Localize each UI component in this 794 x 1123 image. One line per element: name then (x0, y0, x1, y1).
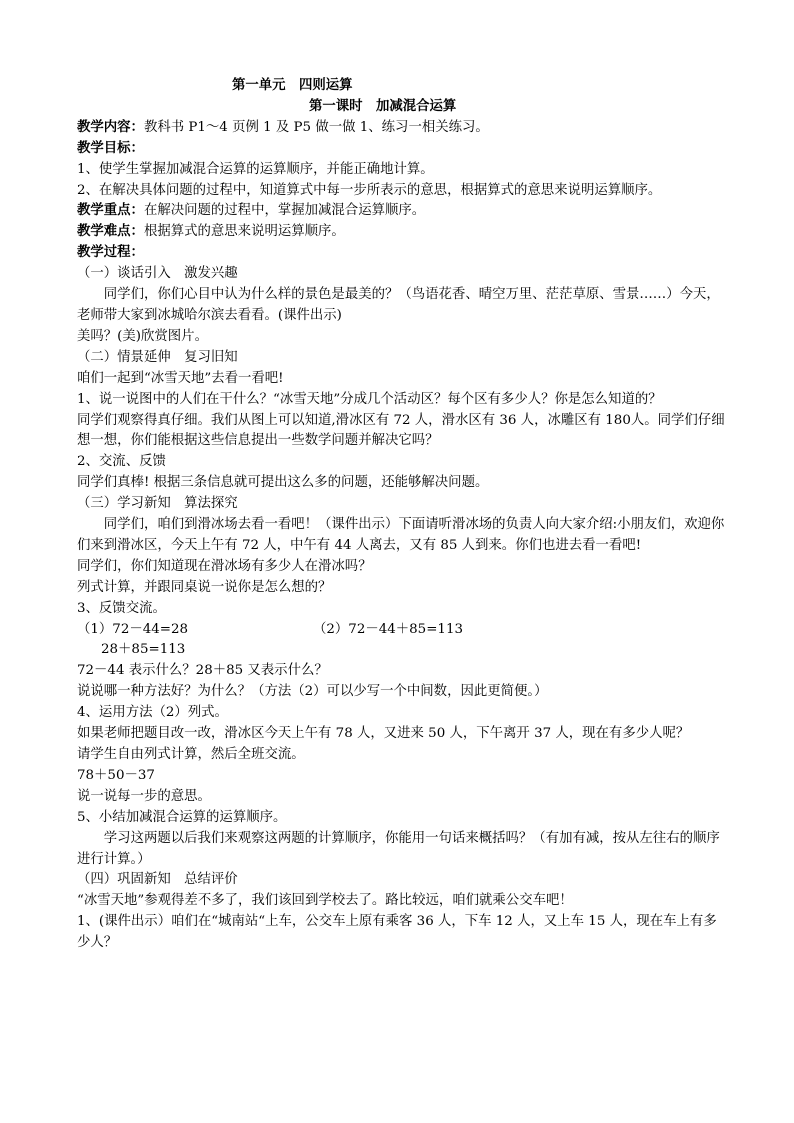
paragraph: 2、交流、反馈 (77, 454, 166, 470)
paragraph: 同学们，咱们到滑冰场去看一看吧！（课件出示）下面请听滑冰场的负责人向大家介绍:小朋友们，欢迎你们来到滑冰区，今天上午有 72 人，中午有 44 人离去，又有 85 人到来。你们也进去看一看吧! (77, 517, 725, 553)
section-heading: （三）学习新知 算法探究 (77, 496, 238, 512)
content-label: 教学内容： (77, 119, 144, 135)
section-heading: （二）情景延伸 复习旧知 (77, 349, 238, 365)
paragraph: 说说哪一种方法好？为什么？（方法（2）可以少写一个中间数，因此更简便。） (77, 684, 548, 700)
teaching-difficulty (77, 222, 727, 243)
math-row (77, 620, 727, 641)
paragraph: “冰雪天地”参观得差不多了，我们该回到学校去了。路比较远，咱们就乘公交车吧！ (77, 893, 573, 909)
paragraph: 学习这两题以后我们来观察这两题的计算顺序，你能用一句话来概括吗？（有加有减，按从左往右的顺序进行计算。） (77, 830, 720, 867)
process-label: 教学过程： (77, 245, 144, 261)
document-page (77, 76, 727, 954)
paragraph: 咱们一起到“冰雪天地”去看一看吧! (77, 370, 284, 386)
teaching-content (77, 118, 727, 139)
math-expression: （2）72－44＋85=113 (313, 621, 463, 637)
paragraph: 4、运用方法（2）列式。 (77, 705, 228, 721)
paragraph: 1、说一说图中的人们在干什么？“冰雪天地”分成几个活动区？每个区有多少人？你是怎么知道的？ (77, 391, 662, 407)
section-heading: （一）谈话引入 激发兴趣 (77, 266, 238, 282)
paragraph: 说一说每一步的意思。 (77, 788, 211, 804)
goal-item: 1、使学生掌握加减混合运算的运算顺序，并能正确地计算。 (77, 161, 434, 177)
paragraph: 3、反馈交流。 (77, 600, 166, 616)
section-heading: （四）巩固新知 总结评价 (77, 872, 238, 888)
math-expression: 28＋85=113 (101, 642, 186, 658)
goal-item: 2、在解决具体问题的过程中，知道算式中每一步所表示的意思，根据算式的意思来说明运算顺序。 (77, 182, 662, 198)
paragraph: 1、(课件出示）咱们在“城南站“上车，公交车上原有乘客 36 人，下车 12 人，又上车 15 人，现在车上有多少人？ (77, 914, 717, 951)
paragraph: 72－44 表示什么？28＋85 又表示什么？ (77, 663, 328, 679)
difficulty-label: 教学难点： (77, 224, 144, 240)
paragraph: 同学们，你们知道现在滑冰场有多少人在滑冰吗？ (77, 558, 372, 574)
difficulty-text: 根据算式的意思来说明运算顺序。 (143, 224, 345, 240)
unit-title: 第一单元 四则运算 (232, 78, 353, 93)
paragraph: 5、小结加减混合运算的运算顺序。 (77, 809, 287, 825)
math-expression: （1）72－44=28 (77, 621, 189, 637)
paragraph: 列式计算，并跟同桌说一说你是怎么想的？ (77, 579, 332, 595)
key-label: 教学重点： (77, 203, 144, 219)
key-text: 在解决问题的过程中，掌握加减混合运算顺序。 (143, 203, 426, 219)
paragraph: 同学们观察得真仔细。我们从图上可以知道,滑冰区有 72 人，滑水区有 36 人，冰雕区有 180人。同学们仔细想一想，你们能根据这些信息提出一些数学问题并解决它吗？ (77, 412, 725, 449)
paragraph: 同学们真棒! 根据三条信息就可提出这么多的问题，还能够解决问题。 (77, 475, 489, 491)
math-expression: 78＋50－37 (77, 767, 155, 783)
teaching-key (77, 201, 727, 222)
paragraph: 如果老师把题目改一改，滑冰区今天上午有 78 人，又进来 50 人，下午离开 37 人，现在有多少人呢？ (77, 726, 690, 742)
paragraph: 美吗？(美)欣赏图片。 (77, 328, 208, 344)
paragraph: 同学们，你们心目中认为什么样的景色是最美的？（鸟语花香、晴空万里、茫茫草原、雪景……）今天，老师带大家到冰城哈尔滨去看看。(课件出示) (77, 287, 720, 323)
lesson-title: 第一课时 加减混合运算 (309, 98, 457, 114)
goals-label: 教学目标： (77, 140, 144, 156)
content-text: 教科书 P1～4 页例 1 及 P5 做一做 1、练习一相关练习。 (143, 119, 489, 135)
paragraph: 请学生自由列式计算，然后全班交流。 (77, 747, 305, 762)
